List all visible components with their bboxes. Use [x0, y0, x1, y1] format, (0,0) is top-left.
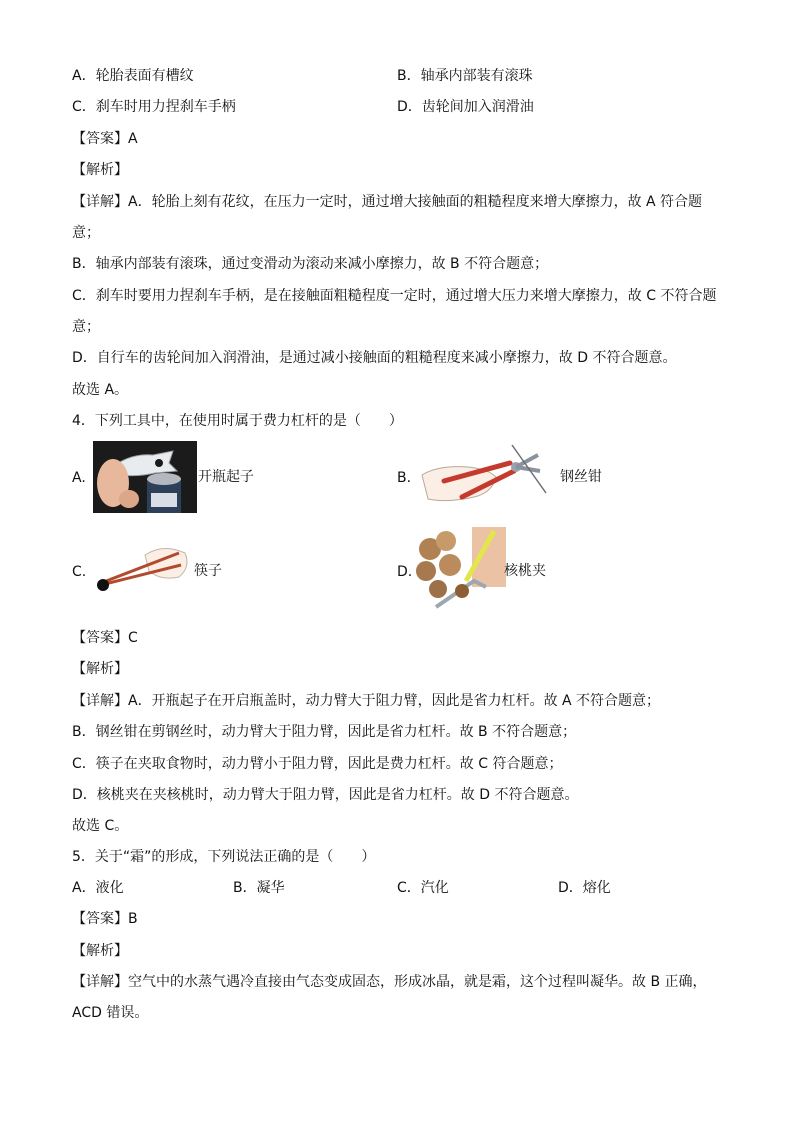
q4-conclusion: 故选 C。	[72, 818, 129, 834]
q3-detail-d: D．自行车的齿轮间加入润滑油，是通过减小接触面的粗糙程度来减小摩擦力，故 D 不符合题意。	[72, 350, 677, 366]
q5-option-a: A．液化	[72, 880, 124, 896]
q4-detail-d: D．核桃夹在夹核桃时，动力臂大于阻力臂，因此是省力杠杆。故 D 不符合题意。	[72, 787, 579, 803]
q4-option-b-letter: B.	[397, 470, 412, 486]
q4-analysis-heading: 【解析】	[72, 661, 128, 677]
q3-detail-c: C．刹车时要用力捏刹车手柄，是在接触面粗糙程度一定时，通过增大压力来增大摩擦力，故 C 不符合题	[72, 288, 717, 304]
q4-option-d-caption: 核桃夹	[504, 563, 546, 579]
q4-detail-c: C．筷子在夹取食物时，动力臂小于阻力臂，因此是费力杠杆。故 C 符合题意；	[72, 756, 563, 772]
q3-answer: 【答案】A	[72, 131, 138, 147]
q4-option-b-caption: 钢丝钳	[560, 469, 602, 485]
q3-option-d: D．齿轮间加入润滑油	[397, 99, 534, 115]
q5-option-c: C．汽化	[397, 880, 449, 896]
q3-detail-b: B．轴承内部装有滚珠，通过变滑动为滚动来减小摩擦力，故 B 不符合题意；	[72, 256, 549, 272]
q3-conclusion: 故选 A。	[72, 382, 129, 398]
q3-detail-a: 【详解】A．轮胎上刻有花纹，在压力一定时，通过增大接触面的粗糙程度来增大摩擦力，故 A 符合题	[72, 194, 703, 210]
q3-analysis-heading: 【解析】	[72, 162, 128, 178]
q4-option-c-letter: C.	[72, 564, 87, 580]
q5-answer: 【答案】B	[72, 911, 138, 927]
q4-option-a-caption: 开瓶起子	[198, 469, 254, 485]
q5-stem: 5．关于“霜”的形成，下列说法正确的是（ ）	[72, 849, 376, 865]
q4-detail-b: B．钢丝钳在剪钢丝时，动力臂大于阻力臂，因此是省力杠杆。故 B 不符合题意；	[72, 724, 577, 740]
nutcracker-image	[416, 527, 506, 611]
wire-pliers-image	[418, 441, 552, 513]
q4-option-d-letter: D.	[397, 564, 413, 580]
q5-analysis-heading: 【解析】	[72, 943, 128, 959]
q4-detail-a: 【详解】A．开瓶起子在开启瓶盖时，动力臂大于阻力臂，因此是省力杠杆。故 A 不符合题意；	[72, 693, 661, 709]
q4-option-c-caption: 筷子	[194, 563, 222, 579]
q3-option-c: C．刹车时用力捏刹车手柄	[72, 99, 236, 115]
q5-detail: 【详解】空气中的水蒸气遇冷直接由气态变成固态，形成冰晶，就是霜，这个过程叫凝华。故 B 正确，	[72, 974, 707, 990]
q5-option-d: D．熔化	[558, 880, 611, 896]
chopsticks-image	[93, 541, 193, 595]
q3-detail-a-cont: 意；	[72, 225, 100, 241]
q4-stem: 4．下列工具中，在使用时属于费力杠杆的是（ ）	[72, 413, 403, 429]
q3-option-a: A．轮胎表面有槽纹	[72, 68, 194, 84]
q4-answer: 【答案】C	[72, 630, 138, 646]
q3-option-b: B．轴承内部装有滚珠	[397, 68, 533, 84]
q5-detail-cont: ACD 错误。	[72, 1005, 149, 1021]
bottle-opener-image	[93, 441, 197, 513]
q4-option-a-letter: A.	[72, 470, 86, 486]
q3-detail-c-cont: 意；	[72, 319, 100, 335]
q5-option-b: B．凝华	[233, 880, 285, 896]
